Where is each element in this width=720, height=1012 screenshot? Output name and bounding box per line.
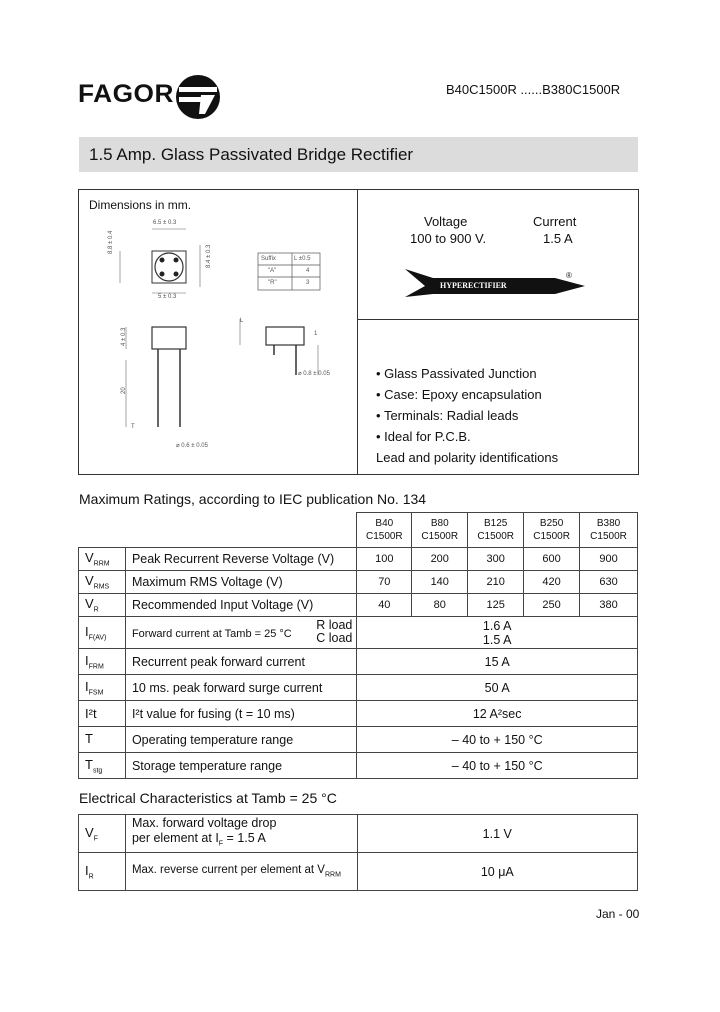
fagor-logo-icon: [175, 74, 221, 120]
table-row: $I_{FSM}$ 10 ms. peak forward surge current 50 A: [79, 675, 638, 701]
title-bar: [79, 137, 638, 172]
badge-text: HYPERECTIFIER: [440, 281, 507, 290]
ratings-table: [78, 512, 638, 779]
ratings-heading: Maximum Ratings, according to IEC publication No. 134: [79, 491, 427, 507]
table-row: $V_{RRM}$ Peak Recurrent Reverse Voltage (V) 100 200 300 600 900: [79, 548, 638, 571]
feature-item: • Ideal for P.C.B.: [376, 429, 471, 444]
divider: [357, 319, 638, 320]
package-drawing: [100, 215, 350, 465]
col-header: B80 C1500R: [412, 513, 468, 548]
suffix-header-l: L ±0.5: [294, 256, 311, 262]
feature-item: • Terminals: Radial leads: [376, 408, 519, 423]
dim-bottom-width: 5 ± 0.3: [158, 294, 177, 300]
voltage-value: 100 to 900 V.: [410, 231, 487, 246]
divider: [357, 189, 358, 474]
dim-top-width: 6.5 ± 0.3: [153, 220, 177, 226]
table-row: T Operating temperature range – 40 to + 150 °C: [79, 727, 638, 753]
table-row: $V_F$ Max. forward voltage drop per element at $I_F = 1.5$ A 1.1 V: [79, 815, 638, 853]
features-list: [376, 363, 558, 468]
part-range: B40C1500R ......B380C1500R: [446, 82, 621, 97]
feature-item: Lead and polarity identifications: [376, 450, 559, 465]
voltage-label: Voltage: [424, 214, 468, 229]
table-row: $I_{FRM}$ Recurrent peak forward current 15 A: [79, 649, 638, 675]
dim-lead-length: 20: [121, 387, 127, 394]
current-label: Current: [533, 214, 577, 229]
dim-left-height: 8.8 ± 0.4: [108, 230, 114, 254]
table-row: $T_{stg}$ Storage temperature range – 40 to + 150 °C: [79, 753, 638, 779]
current-value: 1.5 A: [543, 231, 573, 246]
table-row: $V_R$ Recommended Input Voltage (V) 40 80 125 250 380: [79, 594, 638, 617]
feature-item: • Case: Epoxy encapsulation: [376, 387, 542, 402]
dim-side-lead: ⌀ 0.8 ± 0.05: [298, 371, 330, 377]
table-row: $I_R$ Max. reverse current per element at $V_{RRM}$ 10 μA: [79, 853, 638, 891]
dim-right-height: 8.4 ± 0.3: [206, 244, 212, 268]
brand-logo-text: FAGOR: [78, 80, 174, 108]
dim-side-small: 1: [314, 331, 318, 337]
dim-lead-diameter: ⌀ 0.6 ± 0.05: [176, 443, 208, 449]
table-row: $V_{RMS}$ Maximum RMS Voltage (V) 70 140 210 420 630: [79, 571, 638, 594]
suffix-header-suffix: Suffix: [261, 256, 276, 262]
electrical-heading: Electrical Characteristics at Tamb = 25 °C: [79, 790, 337, 806]
col-header: B125 C1500R: [468, 513, 524, 548]
col-header: B250 C1500R: [524, 513, 580, 548]
feature-item: • Glass Passivated Junction: [376, 366, 537, 381]
suffix-row-a: "A": [268, 268, 277, 274]
page-title: 1.5 Amp. Glass Passivated Bridge Rectifier: [89, 145, 414, 164]
dimensions-label: Dimensions in mm.: [89, 198, 192, 212]
dim-side-t: T: [131, 424, 135, 430]
suffix-row-r-value: 3: [306, 280, 310, 286]
badge-registered: ®: [566, 271, 572, 280]
col-header: B40 C1500R: [357, 513, 412, 548]
suffix-row-a-value: 4: [306, 268, 310, 274]
table-row: I²t I²t value for fusing (t = 10 ms) 12 A²sec: [79, 701, 638, 727]
suffix-row-r: "R": [268, 280, 277, 286]
col-header: B380 C1500R: [580, 513, 638, 548]
table-row: $I_{F(AV)}$ Forward current at Tamb = 25 °C R load C load 1.6 A 1.5 A: [79, 617, 638, 649]
dim-side-l: L: [240, 318, 244, 324]
dim-body-height: 4 ± 0.3: [121, 327, 127, 346]
electrical-table: [78, 814, 638, 891]
footer-date: Jan - 00: [596, 907, 640, 921]
